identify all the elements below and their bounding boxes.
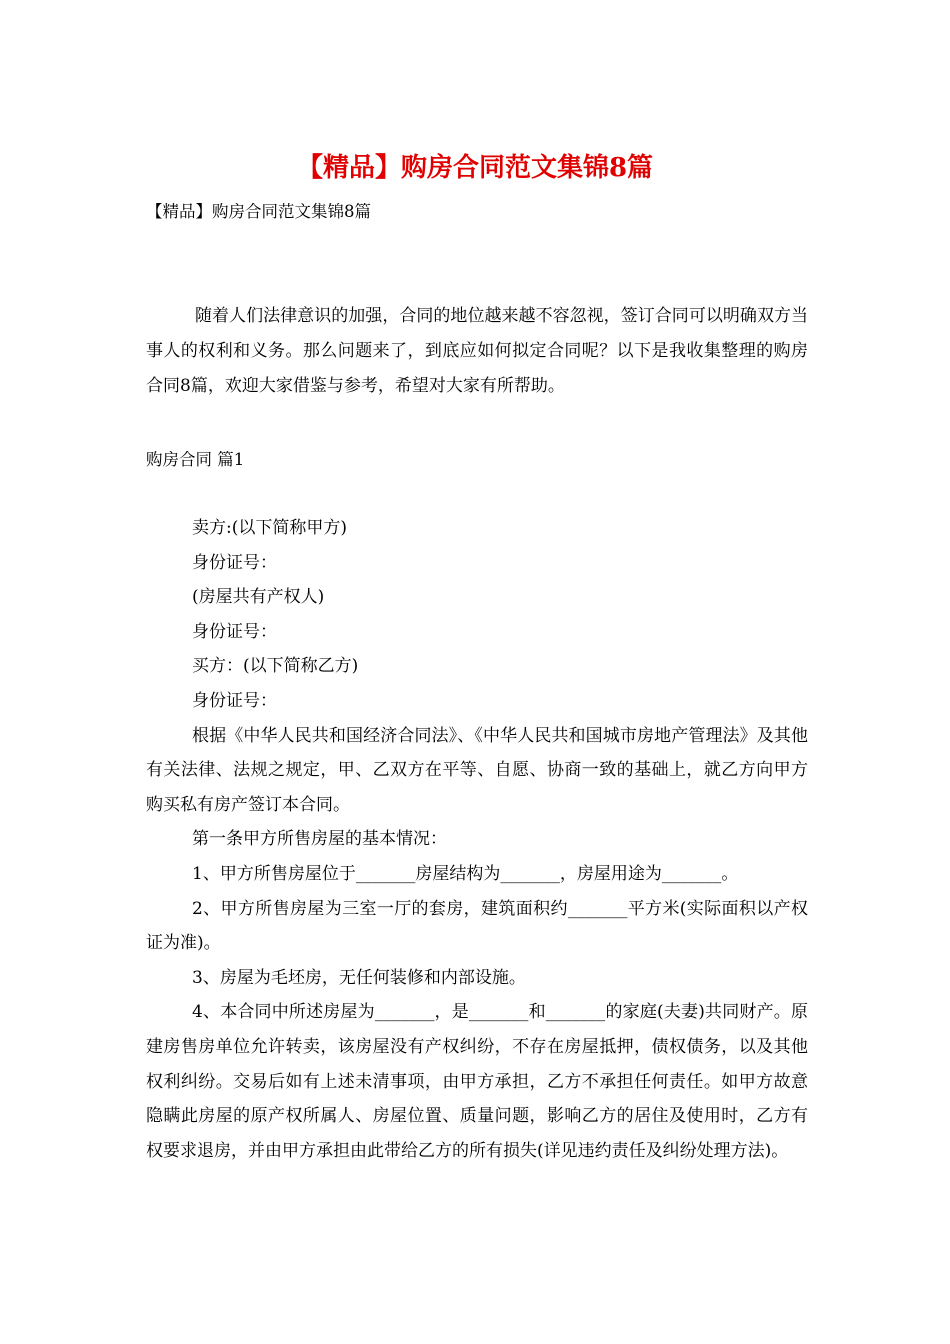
legal-basis-paragraph: 根据《中华人民共和国经济合同法》、《中华人民共和国城市房地产管理法》及其他有关法律、法规之规定，甲、乙双方在平等、自愿、协商一致的基础上，就乙方向甲方购买私有房产签订本合同。 <box>146 725 808 815</box>
co-owner-line: (房屋共有产权人) <box>192 587 325 608</box>
document-title: 【精品】购房合同范文集锦8篇 <box>296 153 654 183</box>
intro-paragraph: 随着人们法律意识的加强，合同的地位越来越不容忽视，签订合同可以明确双方当事人的权利和义务。那么问题来了，到底应如何拟定合同呢？以下是我收集整理的购房合同8篇，欢迎大家借鉴与参考，希望对大家有所帮助。 <box>146 306 808 396</box>
clause-4: 4、本合同中所述房屋为_______，是_______和_______的家庭(夫妻)共同财产。原建房售房单位允许转卖，该房屋没有产权纠纷，不存在房屋抵押，债权债务，以及其他权利纠纷。交易后如有上述未清事项，由甲方承担，乙方不承担任何责任。如甲方故意隐瞒此房屋的原产权所属人、房屋位置、质量问题，影响乙方的居住及使用时，乙方有权要求退房，并由甲方承担由此带给乙方的所有损失(详见违约责任及纠纷处理方法)。 <box>146 1002 808 1161</box>
contract-body <box>146 511 808 1168</box>
seller-line: 卖方:(以下简称甲方) <box>192 518 347 538</box>
buyer-line: 买方：(以下简称乙方) <box>192 656 359 677</box>
document-subtitle: 【精品】购房合同范文集锦8篇 <box>146 202 371 221</box>
co-owner-id-line: 身份证号： <box>192 621 277 642</box>
section-heading: 购房合同 篇1 <box>146 450 245 469</box>
buyer-id-line: 身份证号： <box>192 690 277 711</box>
article-one-heading: 第一条甲方所售房屋的基本情况： <box>192 829 447 850</box>
clause-3: 3、房屋为毛坯房，无任何装修和内部设施。 <box>192 967 526 988</box>
seller-id-line: 身份证号： <box>192 552 277 573</box>
clause-1: 1、甲方所售房屋位于_______房屋结构为_______，房屋用途为_______。 <box>192 863 739 884</box>
clause-2: 2、甲方所售房屋为三室一厅的套房，建筑面积约_______平方米(实际面积以产权证为准)。 <box>146 898 808 954</box>
